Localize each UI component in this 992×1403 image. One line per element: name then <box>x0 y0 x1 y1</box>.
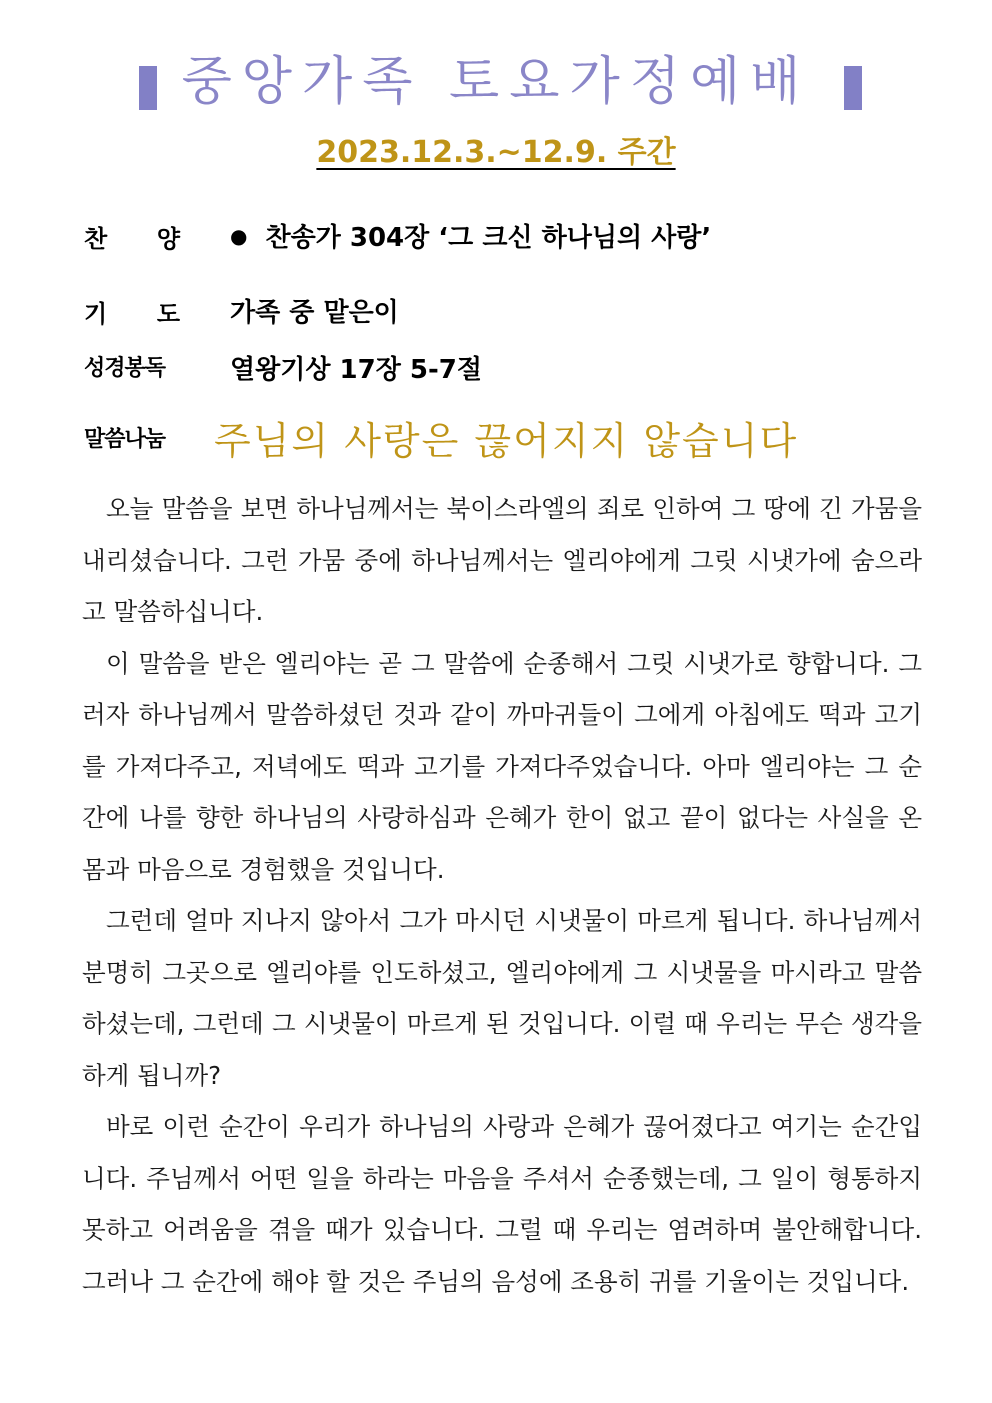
title-bar-right <box>844 66 862 110</box>
sermon-label: 말씀나눔 <box>84 427 166 452</box>
sermon-body <box>82 483 922 1307</box>
prayer-label-char-2: 도 <box>156 300 180 328</box>
reading-value: 열왕기상 17장 5-7절 <box>230 355 482 385</box>
reading-label: 성경봉독 <box>84 356 166 381</box>
hymn-text: 찬송가 304장 ‘그 크신 하나님의 사랑’ <box>265 223 712 253</box>
title-bar-left <box>139 66 157 110</box>
page-title: 중앙가족 토요가정예배 <box>181 52 811 112</box>
hymn-label <box>84 219 180 254</box>
paragraph: 오늘 말씀을 보면 하나님께서는 북이스라엘의 죄로 인하여 그 땅에 긴 가뭄을 내리셨습니다. 그런 가뭄 중에 하나님께서는 엘리야에게 그릿 시냇가에 숨으라고 말씀하십니다. <box>82 494 922 626</box>
paragraph: 이 말씀을 받은 엘리야는 곧 그 말씀에 순종해서 그릿 시냇가로 향합니다. 그러자 하나님께서 말씀하셨던 것과 같이 까마귀들이 그에게 아침에도 떡과 고기를 가져다주고, 저녁에도 떡과 고기를 가져다주었습니다. 아마 엘리야는 그 순간에 나를 향한 하나님의 사랑하심과 은혜가 한이 없고 끝이 없다는 사실을 온몸과 마음으로 경험했을 것입니다. <box>82 648 922 884</box>
hymn-value <box>230 217 711 254</box>
hymn-label-char-2: 양 <box>156 225 180 253</box>
week-date: 2023.12.3.~12.9. 주간 <box>316 135 676 170</box>
sermon-title: 주님의 사랑은 끊어지지 않습니다 <box>214 419 799 463</box>
prayer-label-char-1: 기 <box>84 300 108 328</box>
paragraph: 바로 이런 순간이 우리가 하나님의 사랑과 은혜가 끊어졌다고 여기는 순간입니다. 주님께서 어떤 일을 하라는 마음을 주셔서 순종했는데, 그 일이 형통하지 못하고 어려움을 겪을 때가 있습니다. 그럴 때 우리는 염려하며 불안해합니다. 그러나 그 순간에 해야 할 것은 주님의 음성에 조용히 귀를 기울이는 것입니다. <box>82 1112 922 1296</box>
prayer-value: 가족 중 맡은이 <box>230 298 399 328</box>
title-row <box>0 42 992 122</box>
prayer-label <box>84 294 180 329</box>
paragraph: 그런데 얼마 지나지 않아서 그가 마시던 시냇물이 마르게 됩니다. 하나님께서 분명히 그곳으로 엘리야를 인도하셨고, 엘리야에게 그 시냇물을 마시라고 말씀하셨는데, 그런데 그 시냇물이 마르게 된 것입니다. 이럴 때 우리는 무슨 생각을 하게 됩니까? <box>82 906 922 1090</box>
bullet-icon: ● <box>230 224 248 248</box>
hymn-label-char-1: 찬 <box>84 225 108 253</box>
